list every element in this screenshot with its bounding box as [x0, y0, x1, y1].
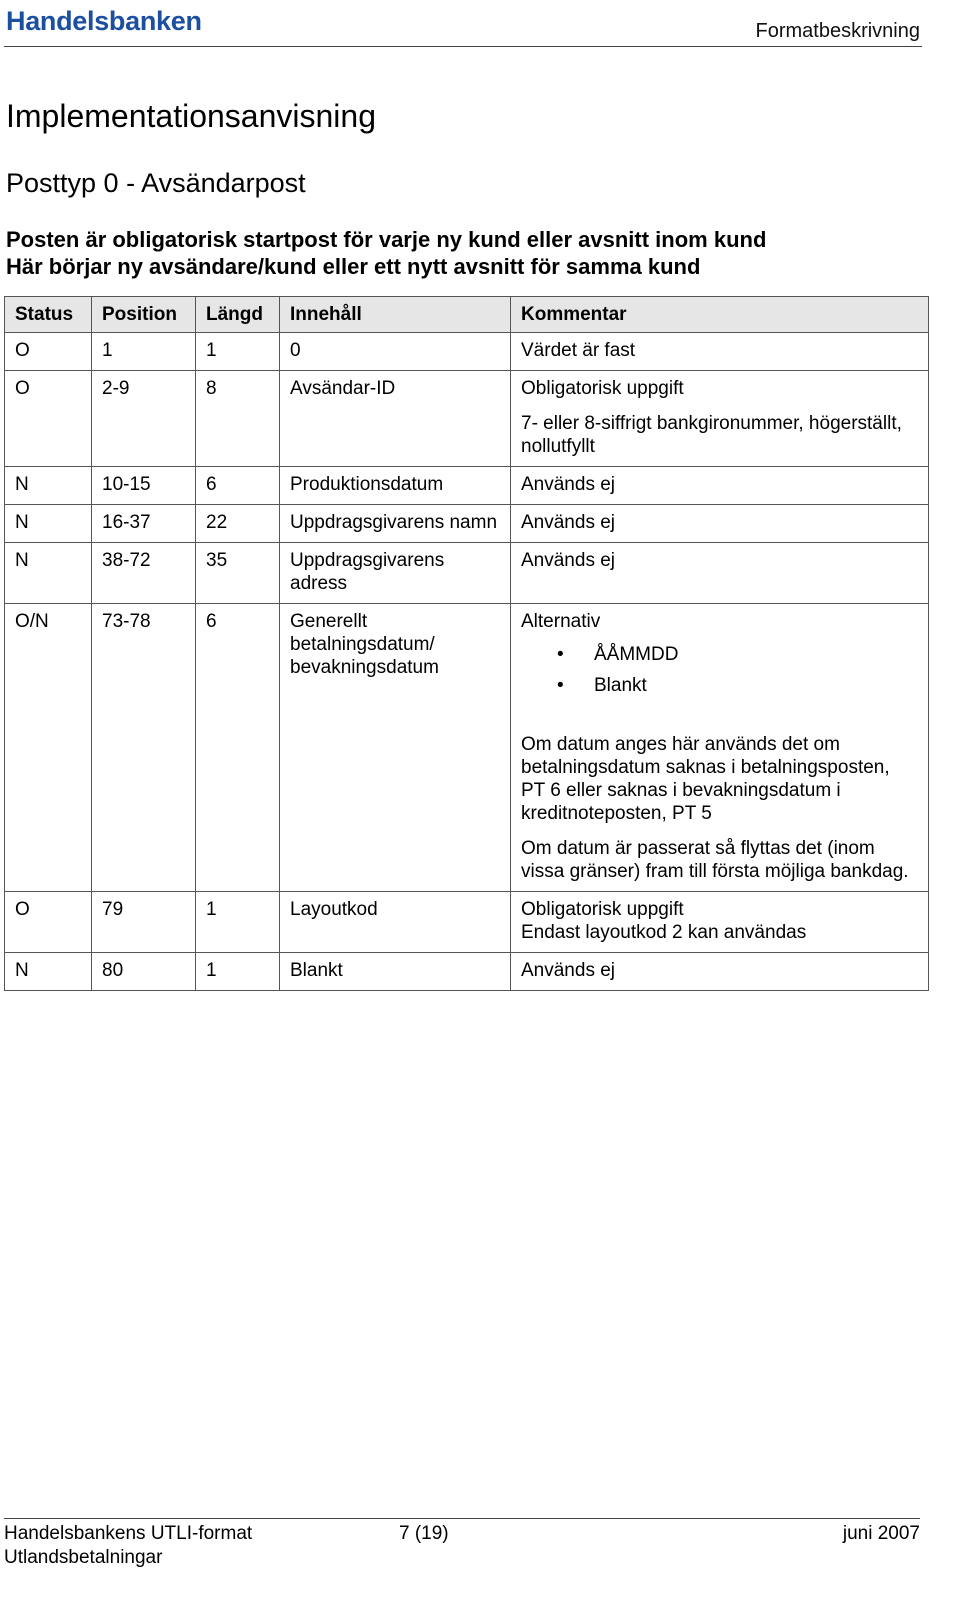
cell-comment: [511, 371, 929, 467]
comment-text: Obligatorisk uppgift: [521, 378, 684, 399]
cell-status: O/N: [5, 604, 92, 892]
cell-content: Layoutkod: [280, 892, 511, 953]
table-row: [5, 467, 929, 505]
cell-content: Uppdragsgivarens adress: [280, 543, 511, 604]
table-row: [5, 505, 929, 543]
cell-comment: Värdet är fast: [511, 333, 929, 371]
cell-status: O: [5, 333, 92, 371]
cell-length: 1: [196, 953, 280, 991]
cell-length: 1: [196, 333, 280, 371]
page-number: 7 (19): [399, 1523, 449, 1544]
cell-content: Uppdragsgivarens namn: [280, 505, 511, 543]
intro-line-1: Posten är obligatorisk startpost för varje ny kund eller avsnitt inom kund: [6, 227, 767, 252]
cell-comment: [511, 892, 929, 953]
cell-status: O: [5, 371, 92, 467]
cell-length: 35: [196, 543, 280, 604]
comment-note: 7- eller 8-siffrigt bankgironummer, högerställt, nollutfyllt: [521, 413, 902, 457]
footer-left: [4, 1522, 252, 1570]
header-comment: Kommentar: [511, 297, 929, 333]
cell-length: 22: [196, 505, 280, 543]
intro-text: [6, 226, 766, 280]
footer-doc-name: Handelsbankens UTLI-format: [4, 1523, 253, 1544]
comment-bullet-list: [521, 643, 918, 697]
section-subtitle: Posttyp 0 - Avsändarpost: [6, 168, 306, 198]
page-footer: [4, 1518, 920, 1568]
header-content: Innehåll: [280, 297, 511, 333]
cell-position: 2-9: [92, 371, 196, 467]
header-status: Status: [5, 297, 92, 333]
cell-content: Blankt: [280, 953, 511, 991]
cell-content: Generellt betalningsdatum/ bevakningsdatum: [280, 604, 511, 892]
cell-position: 80: [92, 953, 196, 991]
bank-logo: Handelsbanken: [6, 6, 202, 36]
cell-position: 79: [92, 892, 196, 953]
header-position: Position: [92, 297, 196, 333]
cell-comment: Används ej: [511, 467, 929, 505]
record-format-table: [4, 296, 929, 991]
comment-text: Obligatorisk uppgift: [521, 899, 684, 920]
cell-length: 6: [196, 467, 280, 505]
header-length: Längd: [196, 297, 280, 333]
list-item: • Blankt: [521, 674, 918, 697]
cell-content: Produktionsdatum: [280, 467, 511, 505]
table-row: [5, 892, 929, 953]
cell-position: 1: [92, 333, 196, 371]
cell-length: 6: [196, 604, 280, 892]
cell-comment: Används ej: [511, 953, 929, 991]
cell-status: N: [5, 953, 92, 991]
table-row: [5, 543, 929, 604]
cell-length: 1: [196, 892, 280, 953]
table-row: [5, 604, 929, 892]
document-type: Formatbeskrivning: [755, 20, 920, 42]
cell-status: N: [5, 505, 92, 543]
comment-text: Alternativ: [521, 611, 601, 632]
table-row: [5, 371, 929, 467]
cell-position: 38-72: [92, 543, 196, 604]
comment-text-2: Endast layoutkod 2 kan användas: [521, 922, 807, 943]
cell-length: 8: [196, 371, 280, 467]
cell-position: 16-37: [92, 505, 196, 543]
comment-paragraph: Om datum anges här används det om betalningsdatum saknas i betalningsposten, PT 6 eller saknas i bevakningsdatum i kreditnoteposten, PT 5: [521, 734, 890, 824]
page-header: [4, 0, 922, 47]
footer-doc-section: Utlandsbetalningar: [4, 1547, 163, 1568]
cell-status: N: [5, 467, 92, 505]
table-row: [5, 953, 929, 991]
comment-paragraph: Om datum är passerat så flyttas det (inom vissa gränser) fram till första möjliga bankdag.: [521, 838, 909, 882]
page-title: Implementationsanvisning: [6, 98, 376, 134]
intro-line-2: Här börjar ny avsändare/kund eller ett nytt avsnitt för samma kund: [6, 254, 701, 279]
table-header-row: [5, 297, 929, 333]
cell-comment: Används ej: [511, 543, 929, 604]
cell-position: 73-78: [92, 604, 196, 892]
spacer: [521, 705, 918, 733]
cell-content: 0: [280, 333, 511, 371]
footer-date: juni 2007: [842, 1523, 920, 1544]
cell-status: O: [5, 892, 92, 953]
table-row: [5, 333, 929, 371]
cell-comment: [511, 604, 929, 892]
list-item: • ÅÅMMDD: [521, 643, 918, 666]
cell-position: 10-15: [92, 467, 196, 505]
cell-comment: Används ej: [511, 505, 929, 543]
cell-content: Avsändar-ID: [280, 371, 511, 467]
cell-status: N: [5, 543, 92, 604]
